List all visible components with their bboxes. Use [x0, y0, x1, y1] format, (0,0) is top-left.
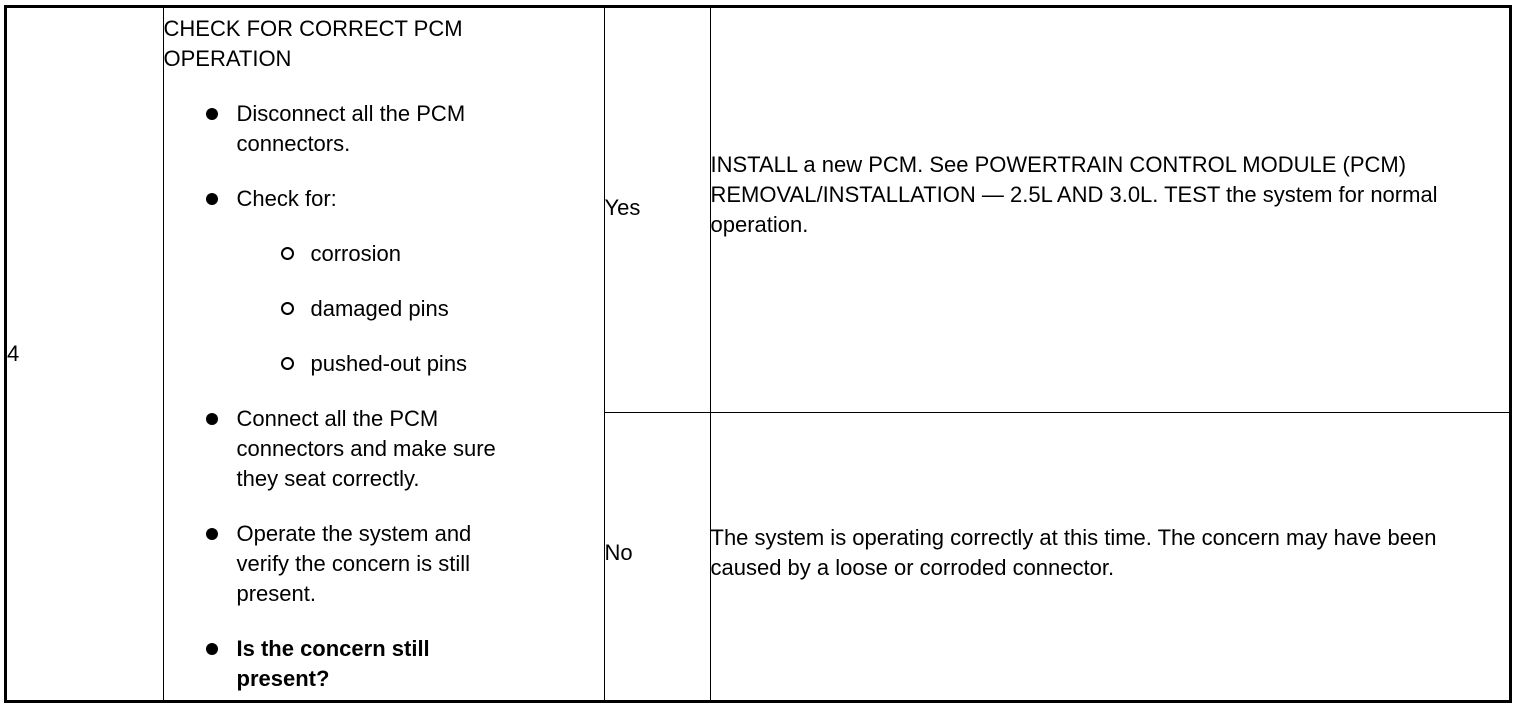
- bullet-icon: [206, 108, 218, 120]
- hollow-bullet-icon: [281, 247, 294, 260]
- test-step-title: CHECK FOR CORRECT PCM OPERATION: [163, 15, 463, 71]
- table-row: [7, 8, 1509, 412]
- list-item-text: Operate the system and verify the concern is still present.: [236, 520, 472, 606]
- bullet-icon: [206, 413, 218, 425]
- sub-list-item: [237, 294, 604, 324]
- sub-list-item-text: pushed-out pins: [310, 350, 468, 376]
- test-step-cell: [163, 8, 604, 700]
- hollow-bullet-icon: [281, 357, 294, 370]
- answer-yes-label: Yes: [604, 194, 641, 220]
- list-item-text: Disconnect all the PCM connectors.: [236, 100, 466, 156]
- list-item: [164, 184, 604, 379]
- list-item: [164, 404, 537, 494]
- sub-list-item-text: damaged pins: [310, 295, 449, 321]
- bullet-icon: [206, 528, 218, 540]
- step-number-cell: [7, 8, 163, 700]
- diagnostic-table: [7, 8, 1509, 701]
- sub-list-item: [237, 349, 604, 379]
- list-item-text: Connect all the PCM connectors and make sure they seat correctly.: [236, 405, 496, 491]
- action-no-cell: [710, 412, 1509, 700]
- sub-list: [237, 239, 604, 379]
- hollow-bullet-icon: [281, 302, 294, 315]
- action-no-text: The system is operating correctly at this time. The concern may have been caused by a loose or corroded connector.: [710, 525, 1437, 581]
- bullet-icon: [206, 193, 218, 205]
- bullet-icon: [206, 643, 218, 655]
- list-item: [164, 99, 537, 159]
- list-item: [164, 634, 487, 694]
- list-item: [164, 519, 527, 609]
- list-item-text: Check for:: [236, 185, 337, 211]
- answer-yes-cell: [604, 8, 710, 412]
- diagnostic-table-frame: [4, 5, 1512, 703]
- sub-list-item-text: corrosion: [310, 240, 401, 266]
- test-step-list: [164, 99, 604, 694]
- answer-no-cell: [604, 412, 710, 700]
- action-yes-cell: [710, 8, 1509, 412]
- action-yes-text: INSTALL a new PCM. See POWERTRAIN CONTROL MODULE (PCM) REMOVAL/INSTALLATION — 2.5L AND 3.0L. TEST the system for normal operation.: [710, 151, 1438, 237]
- answer-no-label: No: [604, 540, 633, 566]
- question-text: Is the concern still present?: [236, 635, 430, 691]
- sub-list-item: [237, 239, 604, 269]
- step-number: 4: [7, 340, 20, 366]
